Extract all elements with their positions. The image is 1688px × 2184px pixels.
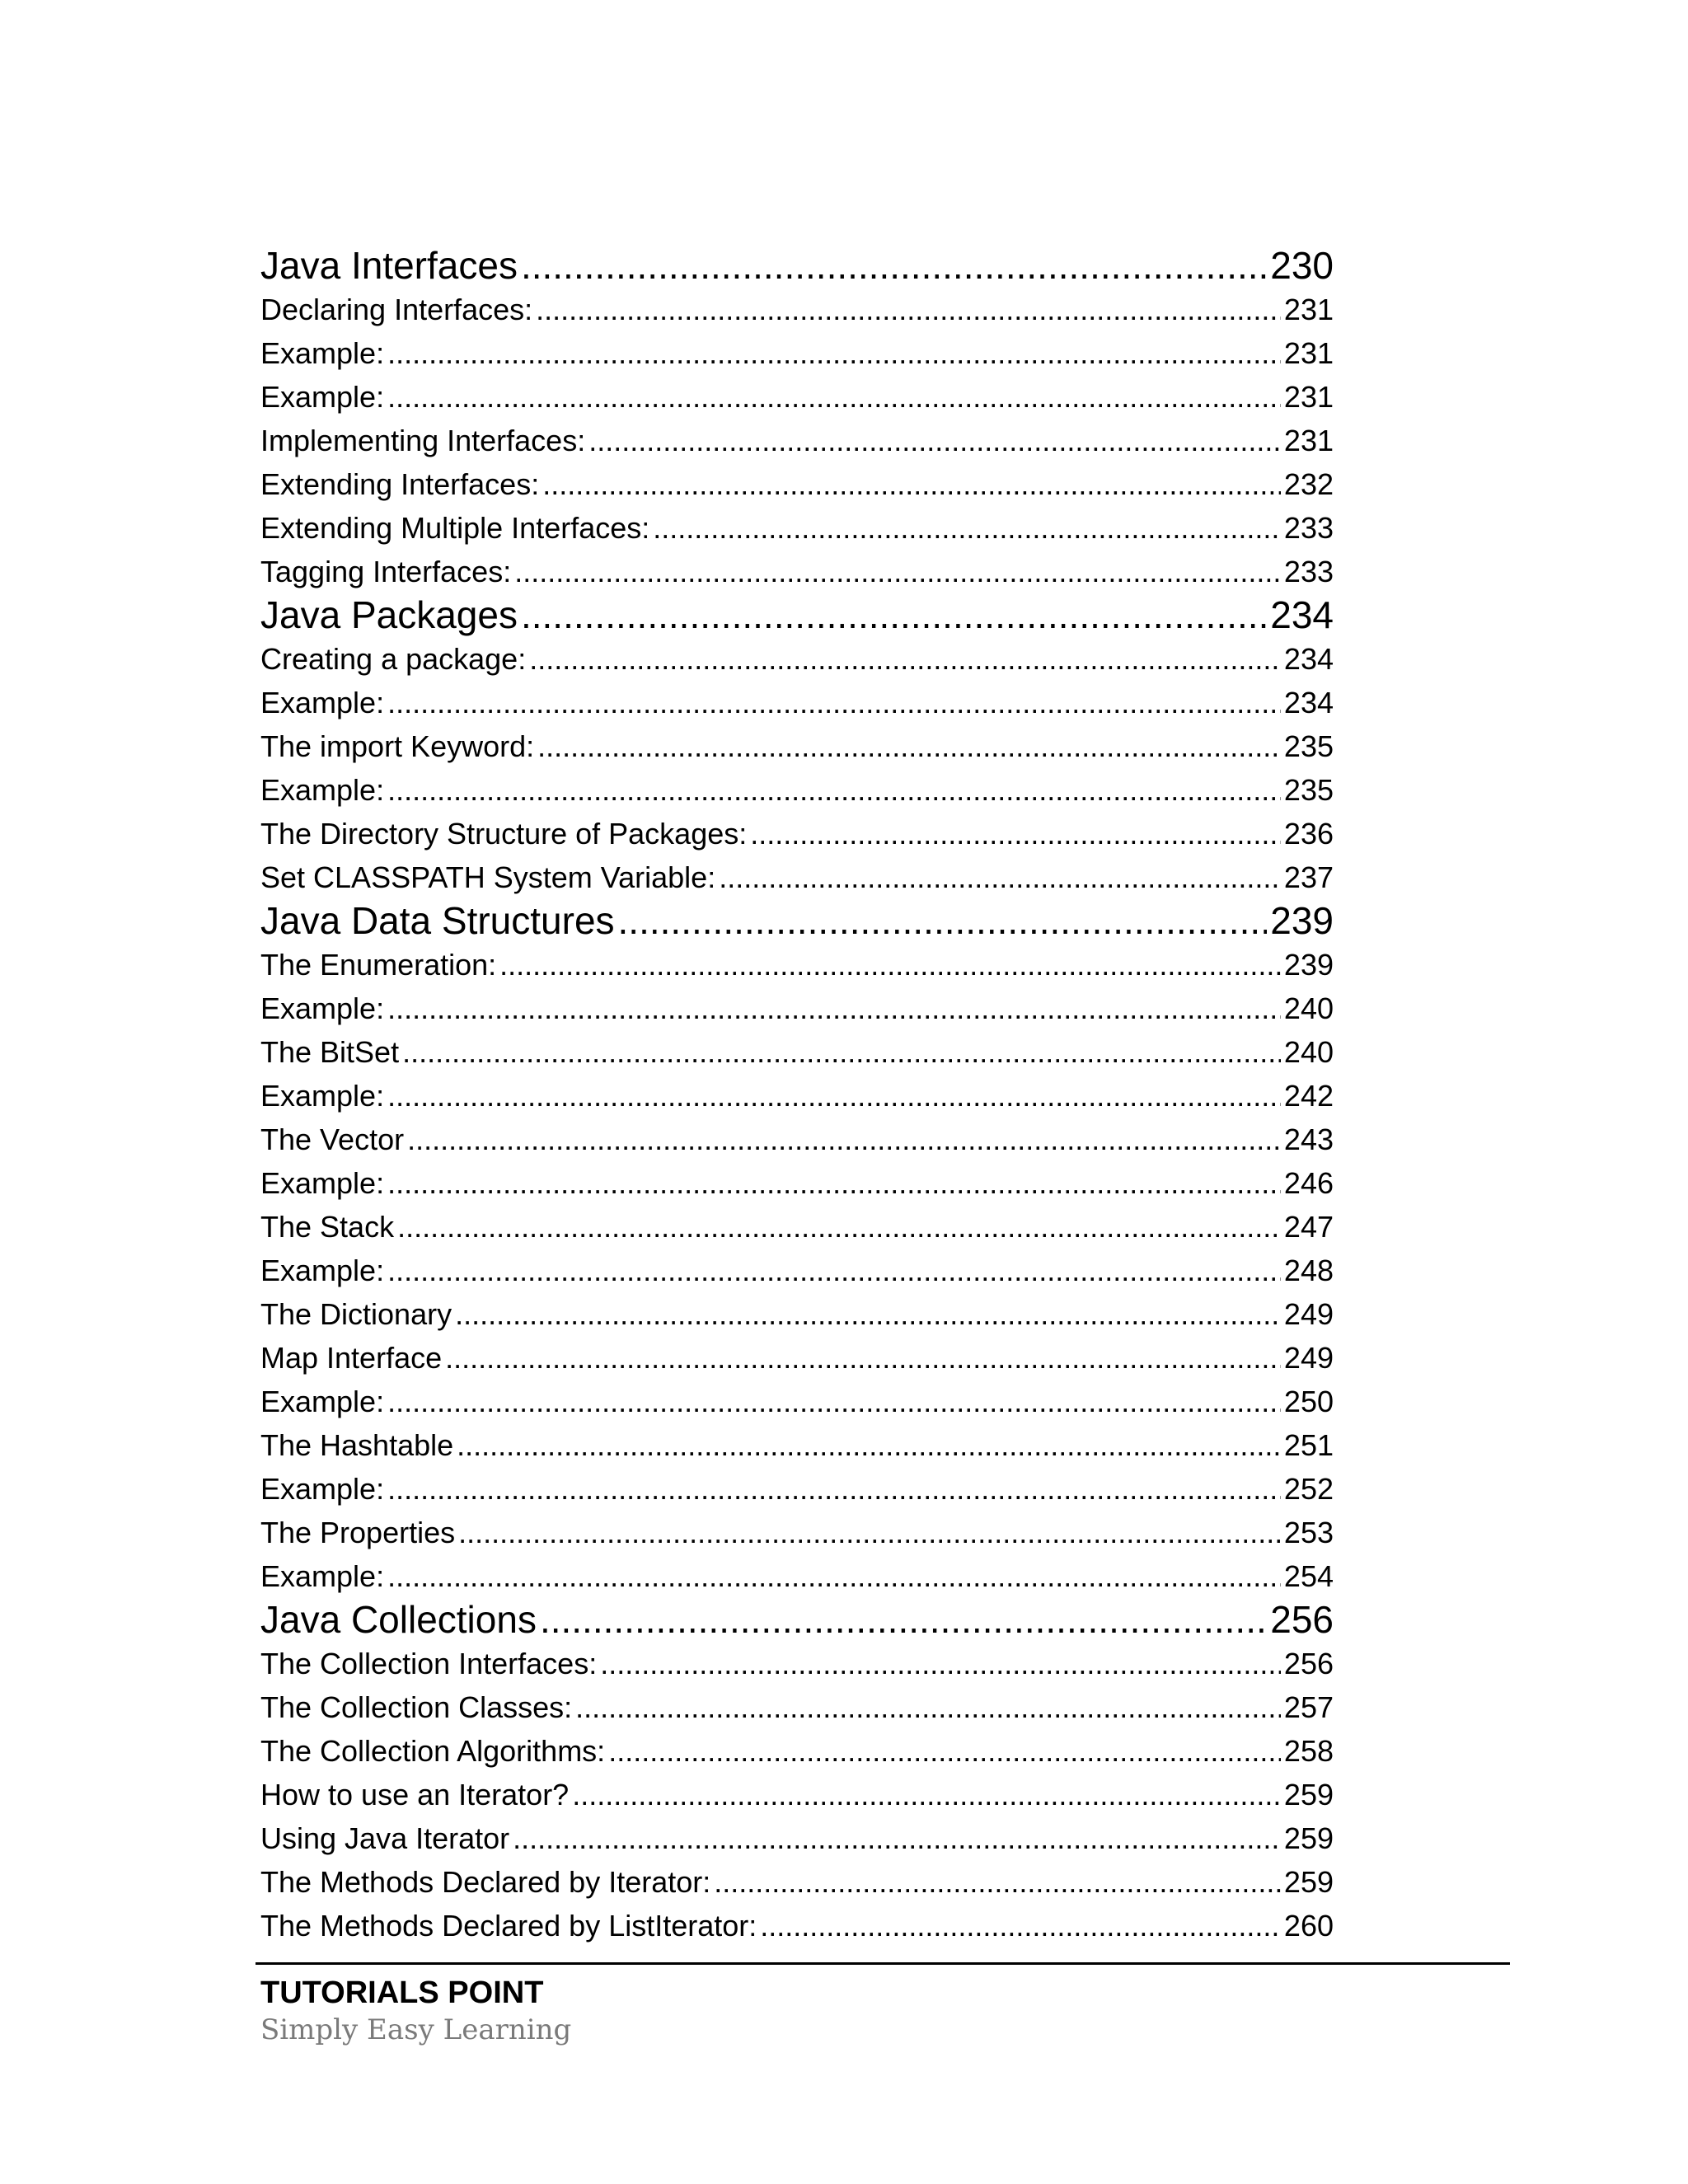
- toc-section-entry[interactable]: [260, 812, 1334, 855]
- toc-dot-leader: [397, 1205, 1281, 1249]
- toc-dot-leader: [387, 331, 1281, 375]
- toc-dot-leader: [600, 1642, 1281, 1685]
- toc-section-entry[interactable]: [260, 288, 1334, 331]
- toc-page-number: 237: [1283, 860, 1334, 894]
- toc-page-number: 253: [1283, 1516, 1334, 1549]
- toc-entry-title: Example:: [260, 1254, 385, 1287]
- toc-dot-leader: [458, 1511, 1281, 1554]
- toc-section-entry[interactable]: [260, 1292, 1334, 1336]
- toc-section-entry[interactable]: [260, 1118, 1334, 1161]
- toc-section-entry[interactable]: [260, 1511, 1334, 1554]
- toc-page-number: 260: [1283, 1909, 1334, 1943]
- toc-page-number: 235: [1283, 773, 1334, 807]
- toc-entry-title: Example:: [260, 1385, 385, 1418]
- toc-page-number: 234: [1270, 593, 1334, 636]
- toc-dot-leader: [445, 1336, 1281, 1380]
- toc-dot-leader: [537, 724, 1281, 768]
- toc-section-entry[interactable]: [260, 506, 1334, 550]
- toc-section-entry[interactable]: [260, 1685, 1334, 1729]
- toc-page-number: 256: [1270, 1598, 1334, 1641]
- toc-page-number: 251: [1283, 1428, 1334, 1462]
- toc-dot-leader: [387, 375, 1281, 419]
- toc-dot-leader: [529, 637, 1281, 681]
- toc-section-entry[interactable]: [260, 1904, 1334, 1947]
- toc-section-entry[interactable]: [260, 1642, 1334, 1685]
- toc-section-entry[interactable]: [260, 375, 1334, 419]
- toc-page-number: 236: [1283, 817, 1334, 851]
- toc-entry-title: Java Packages: [260, 593, 518, 636]
- toc-dot-leader: [540, 1598, 1267, 1642]
- toc-dot-leader: [750, 812, 1281, 855]
- toc-dot-leader: [387, 1554, 1281, 1598]
- toc-entry-title: The Vector: [260, 1122, 405, 1156]
- toc-section-entry[interactable]: [260, 1074, 1334, 1118]
- footer-tagline: Simply Easy Learning: [260, 2013, 572, 2046]
- toc-entry-title: Example:: [260, 1559, 385, 1593]
- toc-entry-title: The Collection Classes:: [260, 1690, 573, 1724]
- toc-entry-title: Java Interfaces: [260, 244, 518, 287]
- toc-entry-title: The Collection Algorithms:: [260, 1734, 606, 1768]
- toc-page-number: 249: [1283, 1297, 1334, 1331]
- toc-dot-leader: [513, 1816, 1281, 1860]
- toc-page-number: 248: [1283, 1254, 1334, 1287]
- toc-dot-leader: [387, 987, 1281, 1030]
- toc-dot-leader: [572, 1773, 1281, 1816]
- toc-dot-leader: [536, 288, 1281, 331]
- toc-section-entry[interactable]: [260, 943, 1334, 987]
- toc-section-entry[interactable]: [260, 462, 1334, 506]
- toc-page-number: 231: [1283, 293, 1334, 326]
- toc-dot-leader: [455, 1292, 1281, 1336]
- toc-page-number: 232: [1283, 467, 1334, 501]
- toc-page-number: 231: [1283, 336, 1334, 370]
- toc-section-entry[interactable]: [260, 550, 1334, 593]
- toc-entry-title: Example:: [260, 1166, 385, 1200]
- toc-entry-title: The Directory Structure of Packages:: [260, 817, 748, 851]
- toc-dot-leader: [407, 1118, 1281, 1161]
- toc-dot-leader: [618, 899, 1268, 943]
- toc-dot-leader: [542, 462, 1281, 506]
- toc-page-number: 231: [1283, 380, 1334, 414]
- toc-section-entry[interactable]: [260, 331, 1334, 375]
- toc-entry-title: Extending Interfaces:: [260, 467, 540, 501]
- toc-dot-leader: [387, 768, 1281, 812]
- toc-dot-leader: [499, 943, 1281, 987]
- toc-entry-title: The Dictionary: [260, 1297, 452, 1331]
- toc-dot-leader: [387, 1380, 1281, 1423]
- toc-page-number: 250: [1283, 1385, 1334, 1418]
- toc-section-entry[interactable]: [260, 1423, 1334, 1467]
- toc-entry-title: Set CLASSPATH System Variable:: [260, 860, 716, 894]
- toc-dot-leader: [719, 855, 1281, 899]
- toc-page-number: 240: [1283, 1035, 1334, 1069]
- toc-page-number: 243: [1283, 1122, 1334, 1156]
- toc-section-entry[interactable]: [260, 1380, 1334, 1423]
- toc-dot-leader: [608, 1729, 1281, 1773]
- toc-entry-title: The Methods Declared by ListIterator:: [260, 1909, 757, 1943]
- toc-section-entry[interactable]: [260, 855, 1334, 899]
- toc-section-entry[interactable]: [260, 1205, 1334, 1249]
- toc-entry-title: Example:: [260, 773, 385, 807]
- toc-entry-title: Example:: [260, 1079, 385, 1113]
- toc-section-entry[interactable]: [260, 419, 1334, 462]
- toc-page-number: 252: [1283, 1472, 1334, 1506]
- toc-dot-leader: [521, 244, 1267, 288]
- toc-dot-leader: [521, 593, 1267, 637]
- toc-entry-title: The Hashtable: [260, 1428, 454, 1462]
- toc-entry-title: Example:: [260, 380, 385, 414]
- toc-entry-title: The Enumeration:: [260, 948, 497, 982]
- toc-section-entry[interactable]: [260, 1860, 1334, 1904]
- toc-entry-title: The Stack: [260, 1210, 395, 1244]
- toc-page-number: 246: [1283, 1166, 1334, 1200]
- toc-page-number: 239: [1283, 948, 1334, 982]
- toc-dot-leader: [457, 1423, 1281, 1467]
- toc-entry-title: The Collection Interfaces:: [260, 1647, 598, 1680]
- toc-page-number: 234: [1283, 686, 1334, 719]
- toc-section-entry[interactable]: [260, 681, 1334, 724]
- toc-page-number: 239: [1270, 899, 1334, 942]
- toc-section-entry[interactable]: [260, 637, 1334, 681]
- toc-dot-leader: [387, 1161, 1281, 1205]
- toc-page-number: 254: [1283, 1559, 1334, 1593]
- footer-divider: [256, 1962, 1510, 1965]
- toc-page-number: 257: [1283, 1690, 1334, 1724]
- toc-entry-title: Java Collections: [260, 1598, 537, 1641]
- toc-section-entry[interactable]: [260, 1161, 1334, 1205]
- toc-entry-title: The Properties: [260, 1516, 456, 1549]
- toc-chapter-entry[interactable]: [260, 593, 1334, 637]
- toc-page-number: 249: [1283, 1341, 1334, 1375]
- toc-page-number: 247: [1283, 1210, 1334, 1244]
- toc-entry-title: The BitSet: [260, 1035, 400, 1069]
- toc-dot-leader: [653, 506, 1281, 550]
- toc-entry-title: How to use an Iterator?: [260, 1778, 570, 1811]
- toc-entry-title: Example:: [260, 686, 385, 719]
- toc-dot-leader: [588, 419, 1281, 462]
- toc-section-entry[interactable]: [260, 1729, 1334, 1773]
- toc-entry-title: Creating a package:: [260, 642, 527, 676]
- footer-brand: TUTORIALS POINT: [260, 1975, 544, 2010]
- toc-page-number: 233: [1283, 511, 1334, 545]
- toc-section-entry[interactable]: [260, 1467, 1334, 1511]
- toc-entry-title: Example:: [260, 1472, 385, 1506]
- toc-entry-title: The import Keyword:: [260, 729, 535, 763]
- toc-section-entry[interactable]: [260, 987, 1334, 1030]
- toc-dot-leader: [514, 550, 1281, 593]
- toc-page-number: 258: [1283, 1734, 1334, 1768]
- toc-page-number: 231: [1283, 424, 1334, 457]
- toc-dot-leader: [387, 1249, 1281, 1292]
- toc-dot-leader: [760, 1904, 1281, 1947]
- toc-section-entry[interactable]: [260, 1336, 1334, 1380]
- toc-page-number: 234: [1283, 642, 1334, 676]
- toc-chapter-entry[interactable]: [260, 1598, 1334, 1642]
- toc-dot-leader: [402, 1030, 1281, 1074]
- toc-entry-title: The Methods Declared by Iterator:: [260, 1865, 711, 1899]
- toc-entry-title: Extending Multiple Interfaces:: [260, 511, 650, 545]
- toc-entry-title: Example:: [260, 991, 385, 1025]
- toc-entry-title: Implementing Interfaces:: [260, 424, 586, 457]
- toc-entry-title: Declaring Interfaces:: [260, 293, 533, 326]
- toc-chapter-entry[interactable]: [260, 899, 1334, 943]
- toc-page-number: 259: [1283, 1778, 1334, 1811]
- toc-section-entry[interactable]: [260, 1773, 1334, 1816]
- toc-page-number: 256: [1283, 1647, 1334, 1680]
- table-of-contents: [260, 244, 1334, 1947]
- toc-dot-leader: [387, 681, 1281, 724]
- toc-section-entry[interactable]: [260, 768, 1334, 812]
- toc-section-entry[interactable]: [260, 1030, 1334, 1074]
- toc-page-number: 233: [1283, 555, 1334, 588]
- toc-entry-title: Map Interface: [260, 1341, 443, 1375]
- toc-section-entry[interactable]: [260, 1816, 1334, 1860]
- toc-section-entry[interactable]: [260, 1249, 1334, 1292]
- toc-section-entry[interactable]: [260, 724, 1334, 768]
- toc-dot-leader: [714, 1860, 1281, 1904]
- toc-dot-leader: [387, 1074, 1281, 1118]
- toc-section-entry[interactable]: [260, 1554, 1334, 1598]
- toc-chapter-entry[interactable]: [260, 244, 1334, 288]
- toc-page-number: 259: [1283, 1865, 1334, 1899]
- toc-page-number: 242: [1283, 1079, 1334, 1113]
- toc-entry-title: Java Data Structures: [260, 899, 615, 942]
- toc-page-number: 259: [1283, 1821, 1334, 1855]
- toc-dot-leader: [387, 1467, 1281, 1511]
- toc-entry-title: Using Java Iterator: [260, 1821, 510, 1855]
- toc-dot-leader: [575, 1685, 1281, 1729]
- toc-page-number: 240: [1283, 991, 1334, 1025]
- toc-page-number: 235: [1283, 729, 1334, 763]
- toc-entry-title: Example:: [260, 336, 385, 370]
- toc-page-number: 230: [1270, 244, 1334, 287]
- toc-entry-title: Tagging Interfaces:: [260, 555, 512, 588]
